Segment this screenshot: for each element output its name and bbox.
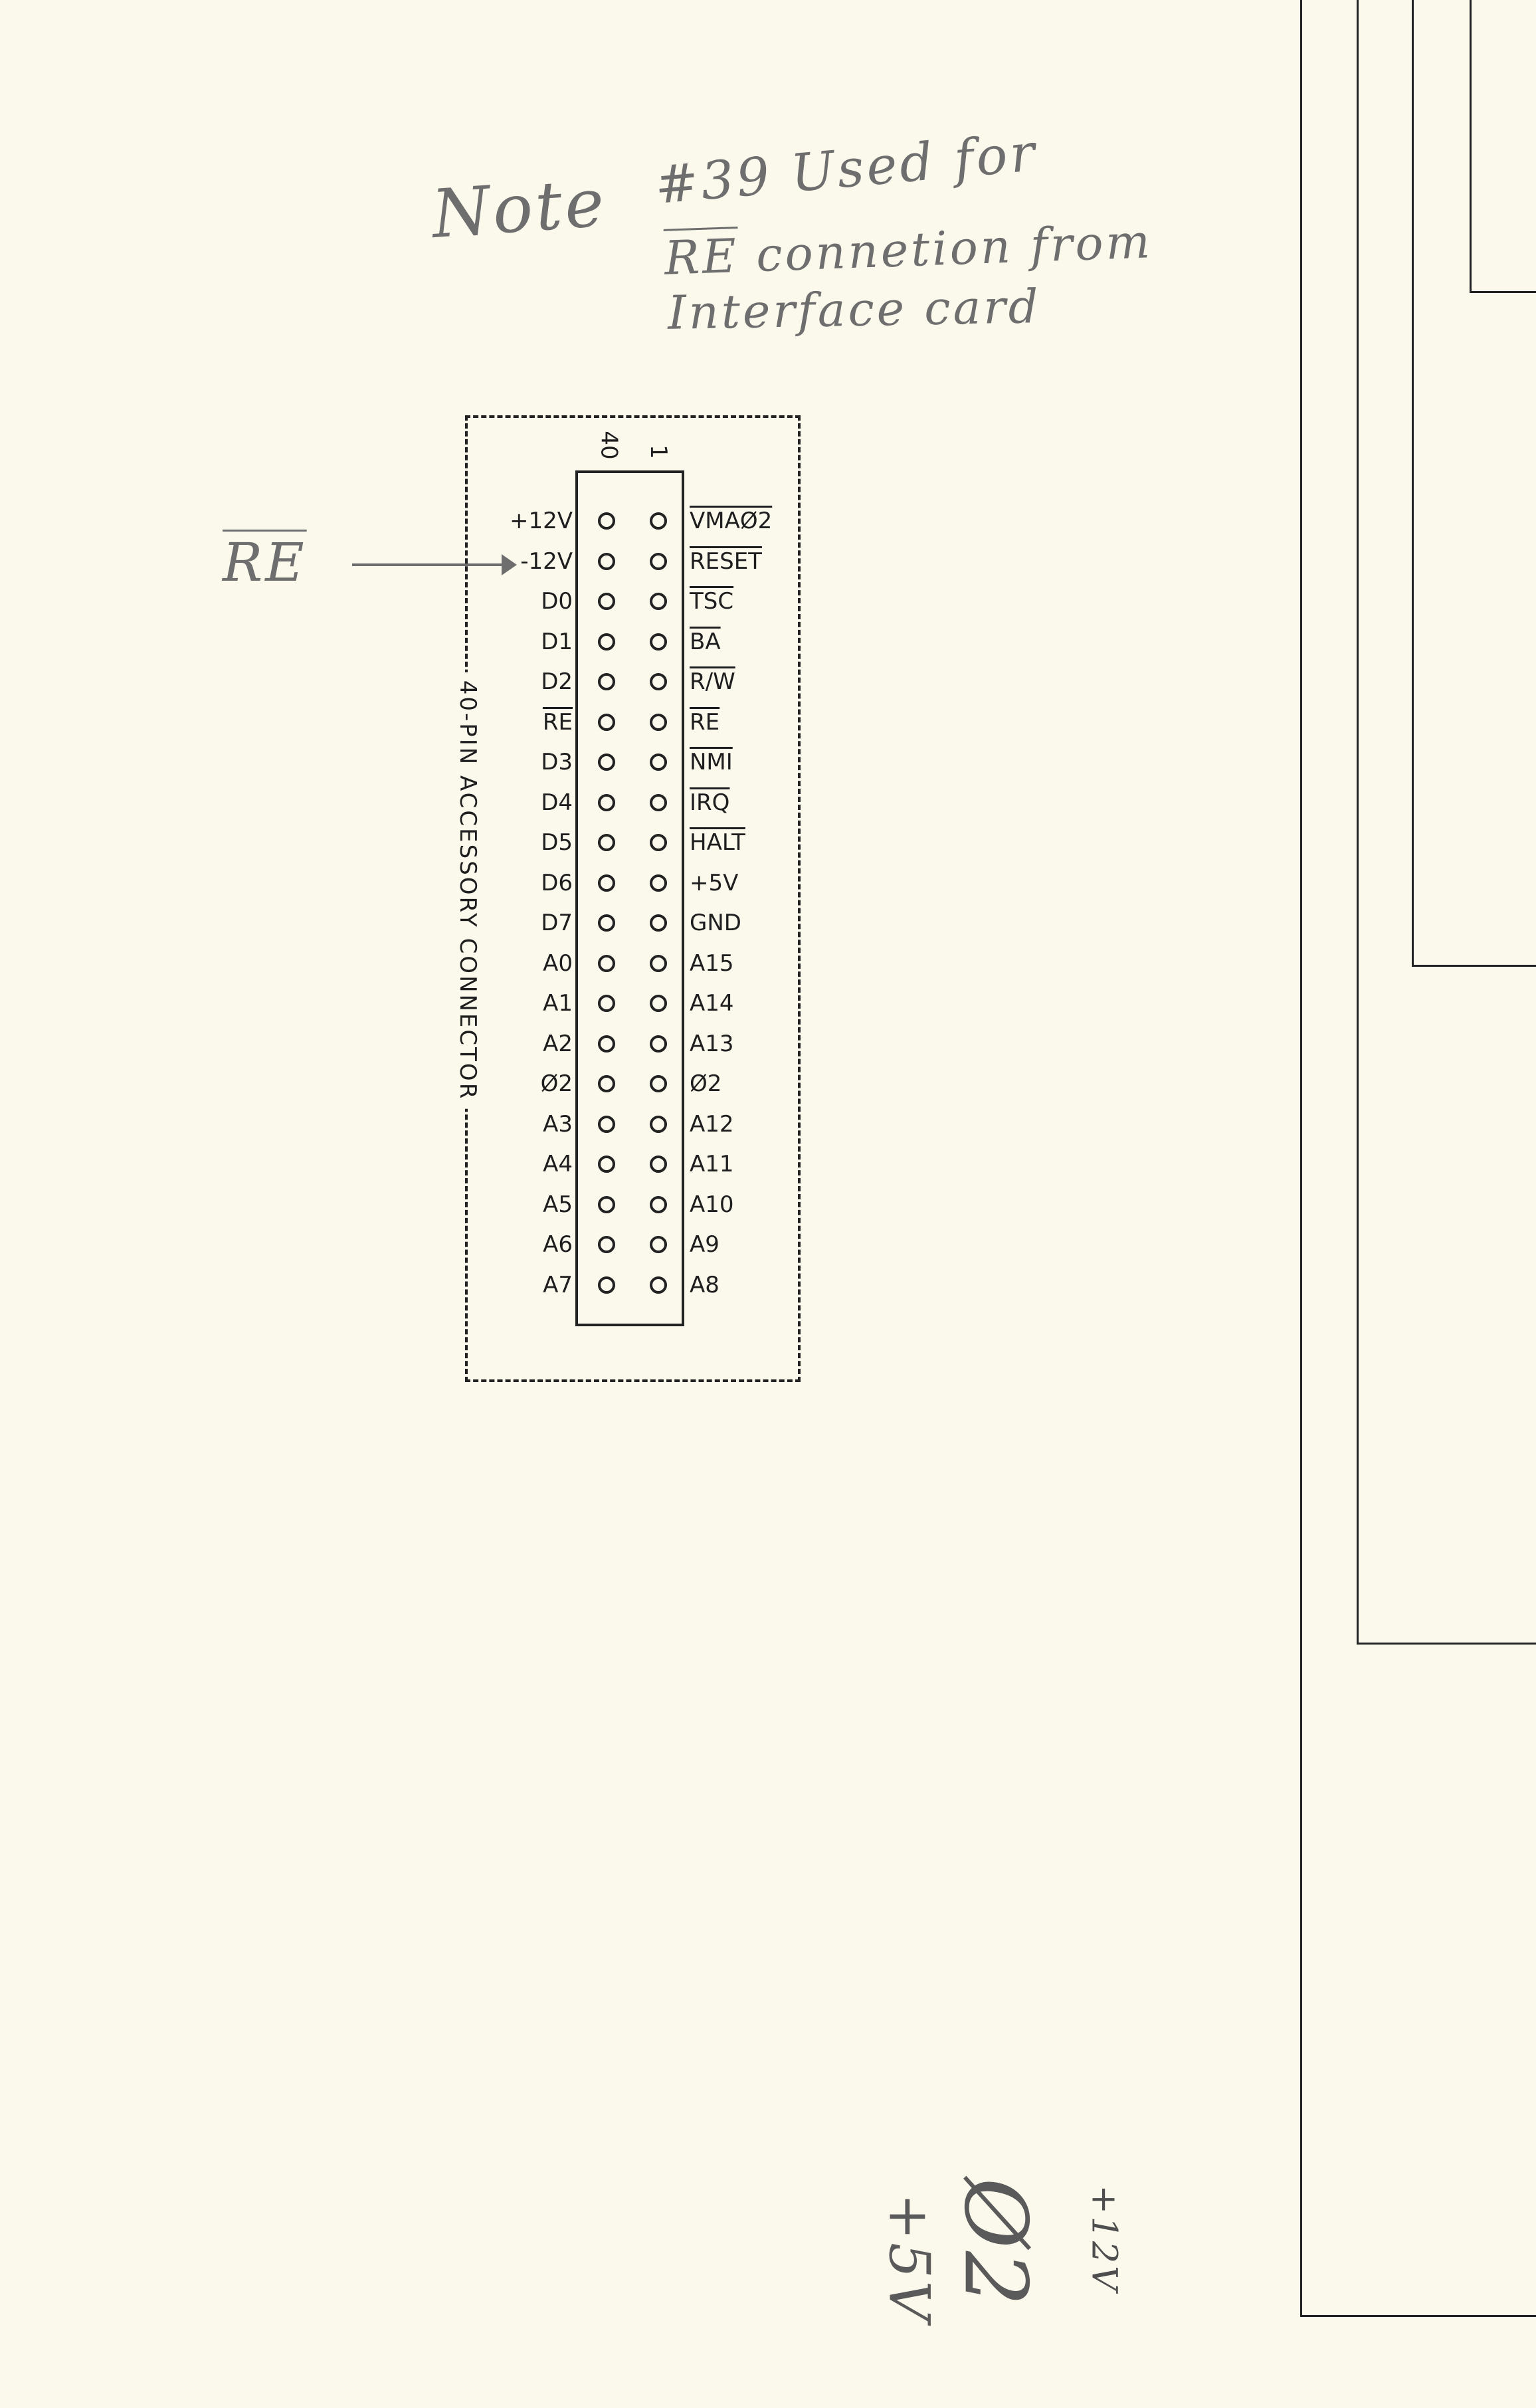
bottom-note-phi2: Ø2: [945, 2177, 1046, 2309]
note-re-bar: $\overline{RE}$: [663, 228, 740, 286]
frame-line-4-bottom: [1470, 291, 1536, 293]
pin-hole-left: [598, 955, 615, 972]
pin-label-left: D2: [541, 668, 573, 695]
pin-label-right: $\overline{IRQ}$: [690, 789, 730, 816]
frame-line-3: [1412, 0, 1414, 966]
re-arrow-label: $\overline{RE}$: [223, 532, 307, 593]
pin-hole-left: [598, 512, 615, 530]
pin-label-left: D1: [541, 628, 573, 655]
pin-hole-left: [598, 553, 615, 570]
pin-hole-right: [650, 753, 667, 771]
pin-1-number: 1: [644, 445, 672, 459]
pin-label-left: A1: [543, 990, 573, 1017]
pin-hole-left: [598, 1116, 615, 1133]
pin-hole-right: [650, 1155, 667, 1173]
bottom-note-plus5: +5V: [876, 2193, 942, 2324]
pin-label-left: A0: [543, 950, 573, 977]
pin-label-left: A6: [543, 1231, 573, 1258]
pin-hole-right: [650, 1276, 667, 1294]
pin-label-right: A8: [690, 1271, 720, 1298]
frame-line-outer: [1300, 0, 1302, 2316]
pin-hole-right: [650, 593, 667, 610]
pin-hole-right: [650, 955, 667, 972]
pin-hole-right: [650, 673, 667, 690]
pin-label-right: R/W: [690, 668, 735, 695]
pin-label-left: $\overline{RE}$: [542, 708, 573, 736]
pin-hole-left: [598, 753, 615, 771]
pin-label-left: Ø2: [540, 1070, 573, 1097]
pin-label-right: A10: [690, 1191, 734, 1218]
pin-hole-right: [650, 1035, 667, 1053]
pin-label-left: A3: [543, 1110, 573, 1138]
pin-label-right: GND: [690, 910, 741, 936]
pin-label-left: A4: [543, 1151, 573, 1177]
pin-hole-left: [598, 1276, 615, 1294]
pin-label-left: A7: [543, 1271, 573, 1298]
pin-hole-right: [650, 1116, 667, 1133]
pin-hole-right: [650, 1236, 667, 1253]
pin-hole-left: [598, 914, 615, 932]
pin-hole-right: [650, 914, 667, 932]
pin-label-left: A5: [543, 1191, 573, 1218]
pin-hole-left: [598, 593, 615, 610]
note-line-1: #39 Used for: [652, 123, 1040, 216]
frame-line-3-bottom: [1412, 965, 1536, 967]
pin-hole-left: [598, 1236, 615, 1253]
pin-hole-left: [598, 874, 615, 892]
frame-line-2-bottom: [1357, 1643, 1536, 1645]
note-line-3: Interface card: [667, 279, 1042, 340]
pin-label-right: HALT: [690, 829, 745, 856]
pin-label-right: Ø2: [690, 1070, 722, 1097]
pin-label-right: A11: [690, 1151, 734, 1177]
pin-label-right: A13: [690, 1030, 734, 1057]
pin-label-left: D3: [541, 749, 573, 775]
pin-label-left: D7: [541, 910, 573, 936]
pin-hole-right: [650, 834, 667, 851]
pin-label-right: +5V: [690, 869, 739, 896]
pin-hole-left: [598, 1196, 615, 1213]
pin-hole-right: [650, 714, 667, 731]
pin-hole-left: [598, 714, 615, 731]
frame-line-2: [1357, 0, 1359, 1644]
note-line-2: [664, 214, 1153, 286]
pin-hole-right: [650, 794, 667, 811]
pin-label-right: RESET: [690, 548, 762, 575]
bottom-note-plus12: +12V: [1084, 2185, 1124, 2294]
pin-hole-left: [598, 633, 615, 651]
pin-label-left: D6: [541, 869, 573, 896]
connector-title: 40-PIN ACCESSORY CONNECTOR: [454, 672, 481, 1109]
pin-hole-left: [598, 673, 615, 690]
pin-hole-left: [598, 1035, 615, 1053]
pin-label-left: -12V: [520, 548, 573, 575]
frame-line-outer-bottom: [1300, 2315, 1536, 2317]
pin-label-right: $\overline{TSC}$: [690, 588, 734, 615]
pin-hole-left: [598, 834, 615, 851]
pin-label-right: VMAØ2: [690, 508, 773, 534]
pin-label-right: $\overline{RE}$: [690, 708, 720, 736]
pin-hole-left: [598, 995, 615, 1012]
pin-hole-right: [650, 995, 667, 1012]
pin-hole-left: [598, 1155, 615, 1173]
pin-label-right: A15: [690, 950, 734, 977]
pin-label-left: +12V: [509, 508, 573, 534]
pin-hole-right: [650, 874, 667, 892]
pin-label-right: A12: [690, 1110, 734, 1138]
pin-label-right: $\overline{BA}$: [690, 628, 721, 655]
pin-label-right: A14: [690, 990, 734, 1017]
pin-label-right: $\overline{NMI}$: [690, 749, 733, 775]
pin-hole-left: [598, 794, 615, 811]
pin-40-number: 40: [595, 431, 623, 460]
connector-body: [575, 470, 684, 1326]
pin-hole-right: [650, 1075, 667, 1092]
pin-label-left: D0: [541, 588, 573, 615]
pin-hole-right: [650, 1196, 667, 1213]
pin-label-right: A9: [690, 1231, 720, 1258]
pin-hole-right: [650, 553, 667, 570]
note-word: Note: [429, 163, 609, 254]
pin-hole-right: [650, 512, 667, 530]
pin-hole-right: [650, 633, 667, 651]
frame-line-4: [1470, 0, 1472, 292]
pin-label-left: D4: [541, 789, 573, 816]
pin-label-left: A2: [543, 1030, 573, 1057]
note-line-2-rest: connetion from: [755, 214, 1154, 282]
pin-label-left: D5: [541, 829, 573, 856]
pin-hole-left: [598, 1075, 615, 1092]
